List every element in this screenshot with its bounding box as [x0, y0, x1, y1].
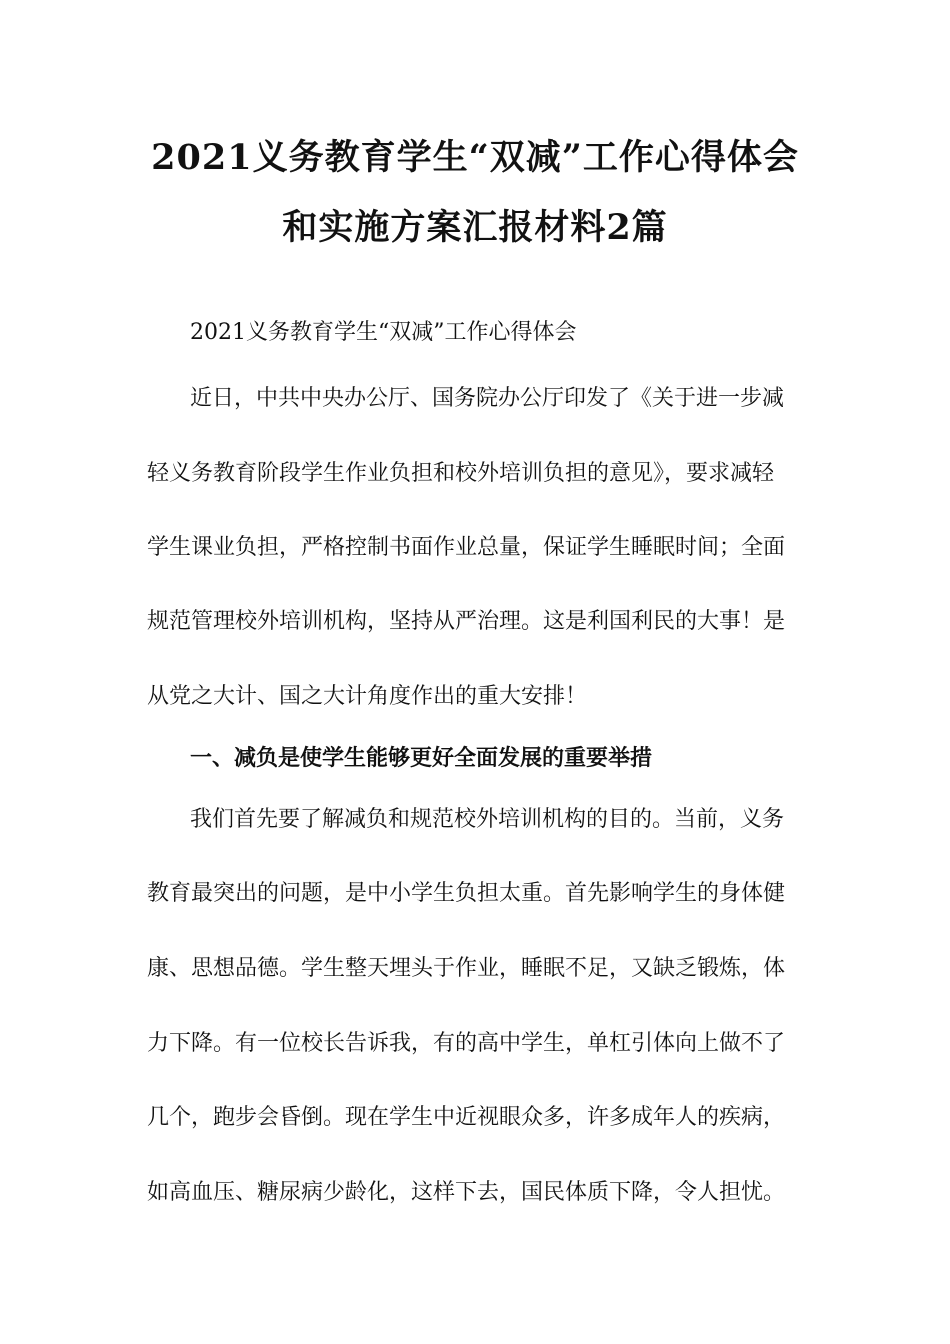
paragraph-2-line-5: 几个，跑步会昏倒。现在学生中近视眼众多，许多成年人的疾病，	[147, 1105, 786, 1130]
paragraph-1-line-2: 轻义务教育阶段学生作业负担和校外培训负担的意见》，要求减轻	[147, 461, 775, 486]
paragraph-2-line-6: 如高血压、糖尿病少龄化，这样下去，国民体质下降，令人担忧。	[147, 1180, 786, 1205]
heading-1: 一、减负是使学生能够更好全面发展的重要举措	[190, 745, 653, 771]
paragraph-2-line-4: 力下降。有一位校长告诉我，有的高中学生，单杠引体向上做不了	[147, 1031, 786, 1056]
paragraph-1-line-4: 规范管理校外培训机构，坚持从严治理。这是利国利民的大事！是	[147, 609, 786, 634]
paragraph-2-line-3: 康、思想品德。学生整天埋头于作业，睡眠不足，又缺乏锻炼，体	[147, 956, 786, 981]
paragraph-1-line-1: 近日，中共中央办公厅、国务院办公厅印发了《关于进一步减	[190, 386, 785, 411]
document-title-line-2: 和实施方案汇报材料2篇	[282, 207, 668, 248]
document-title-line-1: 2021义务教育学生“双减”工作心得体会	[151, 137, 799, 178]
paragraph-2-line-1: 我们首先要了解减负和规范校外培训机构的目的。当前，义务	[190, 807, 785, 832]
section-title: 2021义务教育学生“双减”工作心得体会	[190, 320, 577, 345]
paragraph-1-line-3: 学生课业负担，严格控制书面作业总量，保证学生睡眠时间；全面	[147, 535, 786, 560]
paragraph-2-line-2: 教育最突出的问题，是中小学生负担太重。首先影响学生的身体健	[147, 881, 786, 906]
paragraph-1-line-5: 从党之大计、国之大计角度作出的重大安排！	[147, 684, 588, 709]
